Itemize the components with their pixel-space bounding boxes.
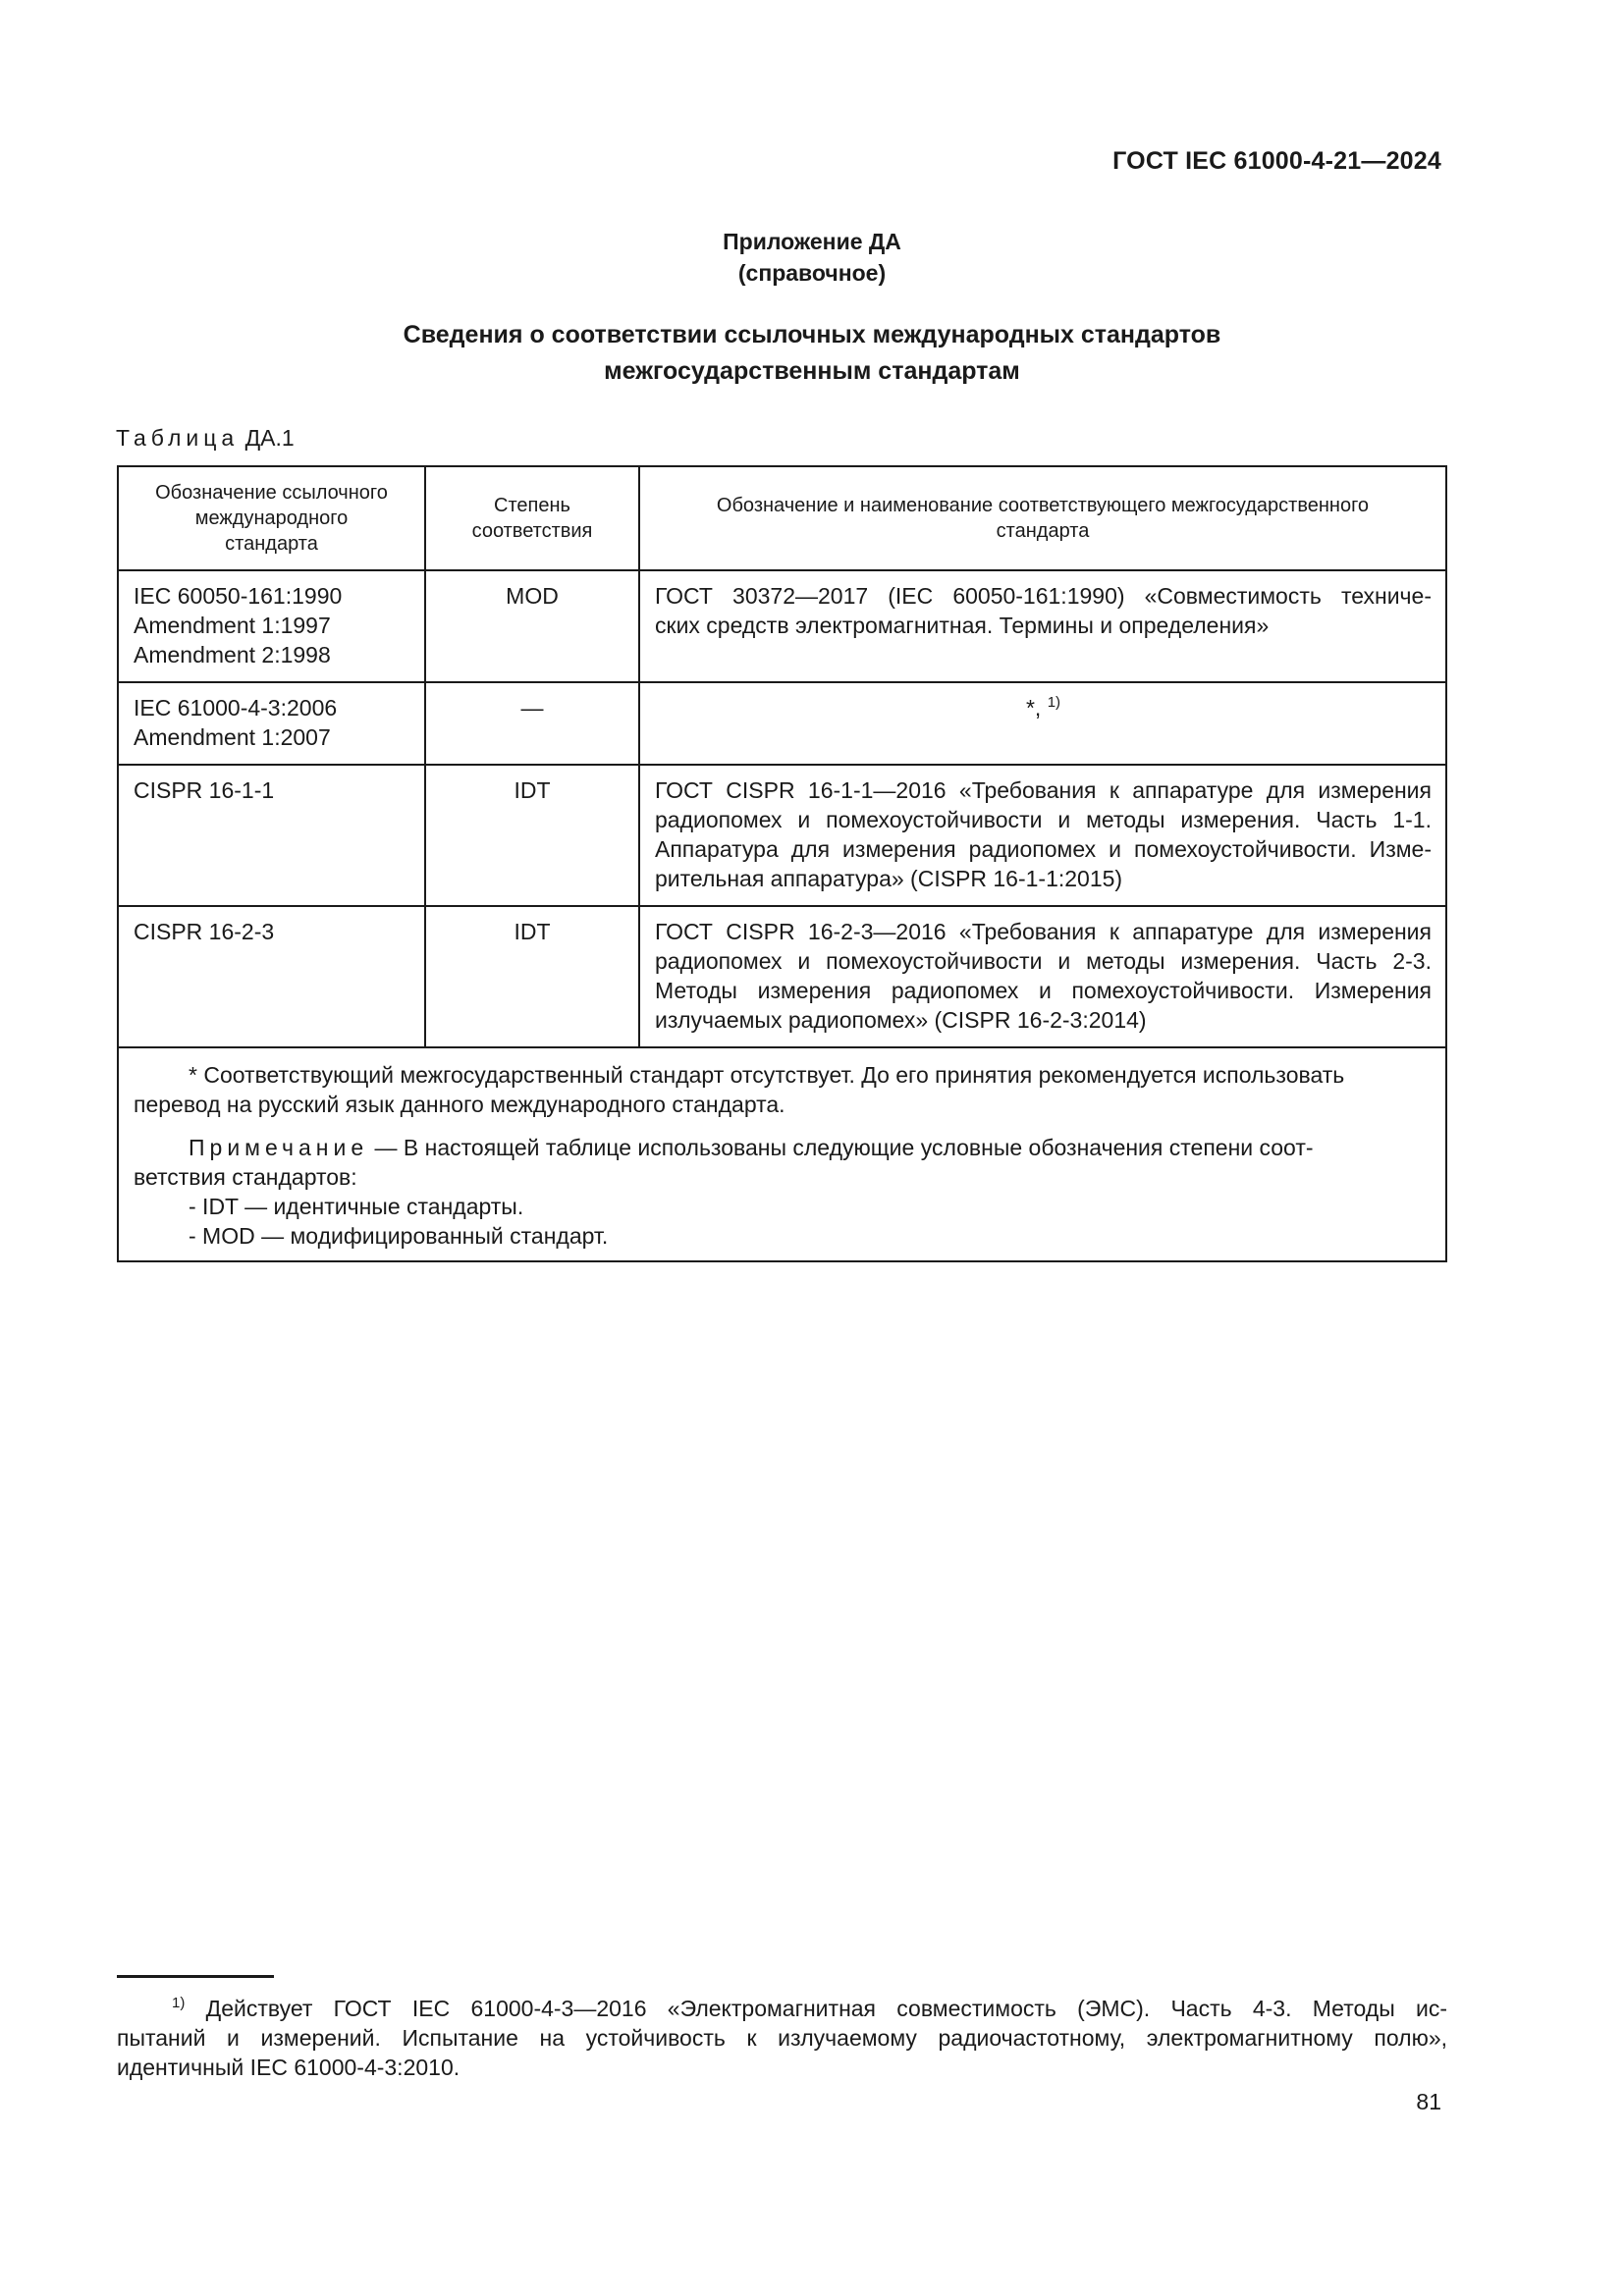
table-row — [118, 570, 1446, 682]
reference-text: CISPR 16-1-1 — [134, 777, 275, 803]
header-text: Степень — [494, 495, 570, 516]
header-text: стандарта — [996, 520, 1090, 542]
header-interstate-standard — [639, 466, 1446, 570]
standard-text: ских средств электромагнитная. Термины и определения» — [655, 613, 1270, 638]
standard-text: Аппаратура для измерения радиопомех и помехоустойчивости. Изме- — [655, 836, 1432, 862]
note-list-item: - IDT — идентичные стандарты. — [189, 1194, 524, 1219]
interstate-standard-cell — [639, 682, 1446, 765]
note-text: — В настоящей таблице использованы следующие условные обозначения степени соот- — [368, 1135, 1314, 1160]
header-text: международного — [194, 507, 349, 529]
note-paragraph — [134, 1133, 1432, 1251]
footnote-text: пытаний и измерений. Испытание на устойчивость к излучаемому радиочастотному, электромагнитному полю», — [117, 2025, 1447, 2051]
annex-subtitle: (справочное) — [737, 260, 887, 286]
page-title-line-2: межгосударственным стандартам — [604, 357, 1020, 385]
interstate-standard-cell — [639, 906, 1446, 1047]
table-row — [118, 682, 1446, 765]
standard-text: рительная аппаратура» (CISPR 16-1-1:2015) — [655, 866, 1123, 891]
standard-text: радиопомех и помехоустойчивости и методы измерения. Часть 2-3. — [655, 948, 1432, 974]
page-title — [0, 317, 1624, 390]
standard-text: радиопомех и помехоустойчивости и методы измерения. Часть 1-1. — [655, 807, 1432, 832]
footnote-marker: 1) — [172, 1995, 186, 2011]
note-label: Примечание — [189, 1135, 369, 1160]
footnote-line-1 — [117, 1994, 1447, 2023]
standard-text: ГОСТ CISPR 16-2-3—2016 «Требования к аппаратуре для измерения — [655, 919, 1432, 944]
reference-cell — [118, 765, 425, 906]
annex-title: Приложение ДА — [723, 229, 901, 254]
reference-text: Amendment 1:2007 — [134, 724, 331, 750]
header-reference-standard — [118, 466, 425, 570]
no-standard-mark: *, — [1025, 695, 1042, 721]
degree-cell: MOD — [425, 570, 639, 682]
document-code: ГОСТ IEC 61000-4-21—2024 — [1112, 147, 1441, 175]
footnote-divider — [117, 1975, 274, 1978]
table-caption — [116, 425, 295, 452]
table-notes-row — [118, 1047, 1446, 1261]
asterisk-note-text: перевод на русский язык данного международного стандарта. — [134, 1092, 785, 1117]
degree-cell: — — [425, 682, 639, 765]
standard-text: ГОСТ CISPR 16-1-1—2016 «Требования к аппаратуре для измерения — [655, 777, 1432, 803]
note-first-line — [134, 1133, 1432, 1162]
table-row — [118, 765, 1446, 906]
reference-text: Amendment 1:1997 — [134, 613, 331, 638]
reference-text: IEC 60050-161:1990 — [134, 583, 343, 609]
asterisk-note-text: * Соответствующий межгосударственный стандарт отсутствует. До его принятия рекомендуется использовать — [189, 1062, 1345, 1088]
header-text: Обозначение ссылочного — [155, 482, 388, 504]
footnote-text: идентичный IEC 61000-4-3:2010. — [117, 2055, 460, 2080]
reference-text: Amendment 2:1998 — [134, 642, 331, 667]
footnote-text: Действует ГОСТ IEC 61000-4-3—2016 «Электромагнитная совместимость (ЭМС). Часть 4-3. Методы ис- — [185, 1996, 1447, 2021]
standard-text: Методы измерения радиопомех и помехоустойчивости. Измерения — [655, 978, 1432, 1003]
standard-text: излучаемых радиопомех» (CISPR 16-2-3:2014) — [655, 1007, 1147, 1033]
footnote-ref: 1) — [1047, 694, 1061, 711]
degree-cell: IDT — [425, 906, 639, 1047]
note-list-item: - MOD — модифицированный стандарт. — [189, 1223, 609, 1249]
standard-text: ГОСТ 30372—2017 (IEC 60050-161:1990) «Совместимость техниче- — [655, 583, 1432, 609]
header-text: стандарта — [225, 533, 318, 555]
standards-table — [117, 465, 1447, 1262]
note-text: ветствия стандартов: — [134, 1164, 357, 1190]
reference-cell — [118, 906, 425, 1047]
interstate-standard-cell — [639, 765, 1446, 906]
page-title-line-1: Сведения о соответствии ссылочных международных стандартов — [403, 321, 1221, 348]
table-caption-id: ДА.1 — [244, 425, 295, 451]
annex-heading — [0, 226, 1624, 289]
header-text: Обозначение и наименование соответствующего межгосударственного — [716, 495, 1370, 516]
reference-text: IEC 61000-4-3:2006 — [134, 695, 338, 721]
table-header-row — [118, 466, 1446, 570]
reference-cell — [118, 570, 425, 682]
footnote — [117, 1994, 1447, 2082]
header-text: соответствия — [471, 520, 593, 542]
table-row — [118, 906, 1446, 1047]
page-number: 81 — [1416, 2089, 1441, 2114]
header-degree — [425, 466, 639, 570]
reference-cell — [118, 682, 425, 765]
degree-cell: IDT — [425, 765, 639, 906]
table-notes — [118, 1047, 1446, 1261]
reference-text: CISPR 16-2-3 — [134, 919, 275, 944]
table-caption-word: Таблица — [116, 425, 240, 451]
interstate-standard-cell — [639, 570, 1446, 682]
